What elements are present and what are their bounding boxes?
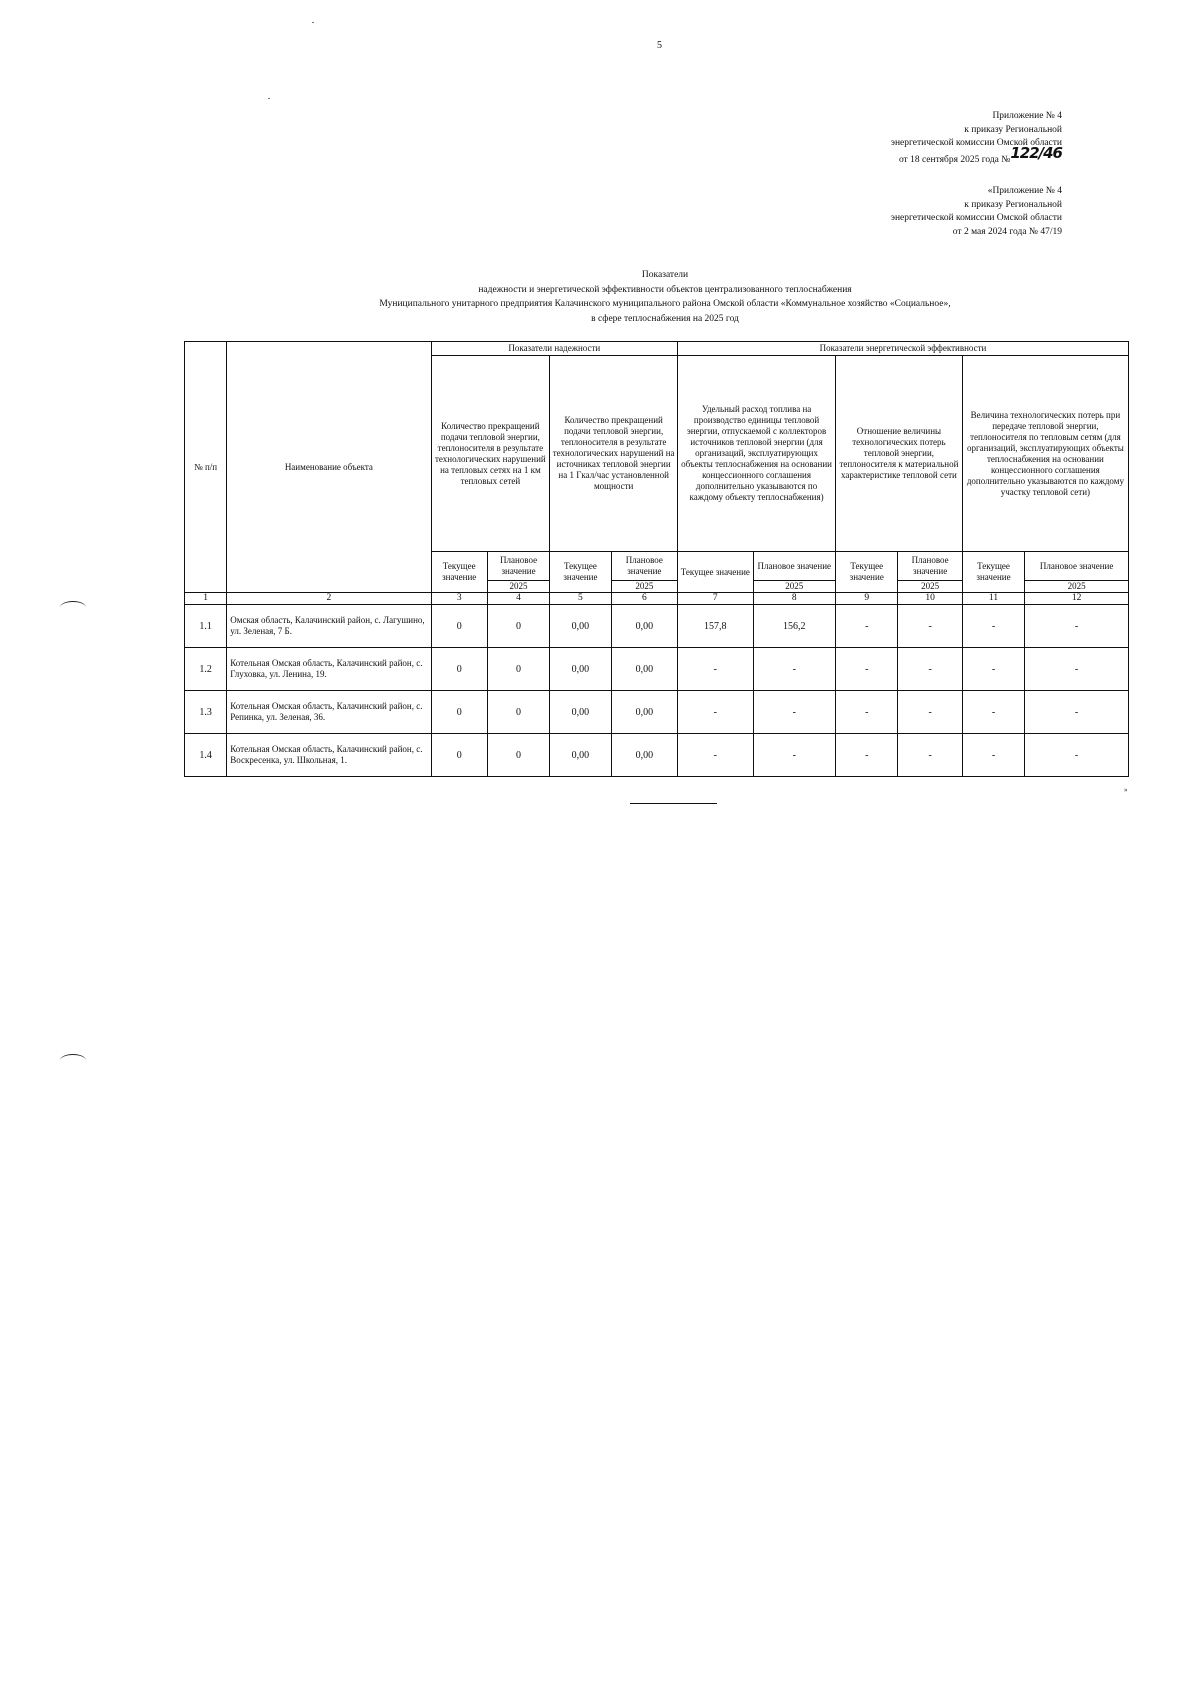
cell-value: 0,00 bbox=[550, 734, 611, 777]
cell-value: - bbox=[962, 605, 1024, 648]
column-number: 10 bbox=[898, 593, 962, 605]
header-planned: Плановое значение bbox=[898, 552, 962, 581]
cell-value: - bbox=[753, 734, 836, 777]
cell-value: 0,00 bbox=[550, 691, 611, 734]
row-number: 1.4 bbox=[185, 734, 227, 777]
cell-value: 156,2 bbox=[753, 605, 836, 648]
cell-value: - bbox=[678, 691, 753, 734]
cell-value: 0,00 bbox=[550, 605, 611, 648]
cell-value: 0,00 bbox=[611, 605, 677, 648]
column-number: 4 bbox=[487, 593, 549, 605]
header-year: 2025 bbox=[753, 581, 836, 593]
table-row bbox=[185, 691, 1129, 734]
header-indicator-5: Величина технологических потерь при передаче тепловой энергии, теплоносителя по тепловым сетям (для организаций, эксплуатирующих объекты теплоснабжения на основании концессионного соглашения дополнительно указываются по каждому участку тепловой сети) bbox=[962, 356, 1128, 552]
cell-value: 0,00 bbox=[611, 691, 677, 734]
cell-value: - bbox=[898, 605, 962, 648]
cell-value: - bbox=[1025, 605, 1129, 648]
title-line: Показатели bbox=[641, 270, 689, 280]
column-number: 8 bbox=[753, 593, 836, 605]
cell-value: - bbox=[836, 691, 898, 734]
cell-value: 0 bbox=[431, 648, 487, 691]
cell-value: - bbox=[836, 734, 898, 777]
header-current: Текущее значение bbox=[836, 552, 898, 593]
object-name: Котельная Омская область, Калачинский район, с. Воскресенка, ул. Школьная, 1. bbox=[227, 734, 431, 777]
column-numbers-row bbox=[185, 593, 1129, 605]
scan-speck bbox=[268, 98, 270, 99]
header-indicator-2: Количество прекращений подачи тепловой энергии, теплоносителя в результате технологических нарушений на источниках тепловой энергии на 1 Гкал/час установленной мощности bbox=[550, 356, 678, 552]
object-name: Котельная Омская область, Калачинский район, с. Репинка, ул. Зеленая, 36. bbox=[227, 691, 431, 734]
cell-value: 0 bbox=[487, 648, 549, 691]
cell-value: 157,8 bbox=[678, 605, 753, 648]
header-year: 2025 bbox=[898, 581, 962, 593]
header-planned: Плановое значение bbox=[753, 552, 836, 581]
header-indicator-4: Отношение величины технологических потерь тепловой энергии, теплоносителя к материальной характеристике тепловой сети bbox=[836, 356, 963, 552]
cell-value: - bbox=[753, 691, 836, 734]
column-number: 11 bbox=[962, 593, 1024, 605]
title-line: надежности и энергетической эффективности объектов централизованного теплоснабжения bbox=[478, 284, 852, 295]
object-name: Омская область, Калачинский район, с. Лагушино, ул. Зеленая, 7 Б. bbox=[227, 605, 431, 648]
row-number: 1.2 bbox=[185, 648, 227, 691]
handwritten-order-number: 122/46 bbox=[1010, 143, 1062, 162]
column-number: 5 bbox=[550, 593, 611, 605]
header-current: Текущее значение bbox=[550, 552, 611, 593]
header-planned: Плановое значение bbox=[1025, 552, 1129, 581]
cell-value: 0 bbox=[431, 734, 487, 777]
header-year: 2025 bbox=[1025, 581, 1129, 593]
appendix-line: к приказу Региональной bbox=[964, 124, 1062, 135]
column-number: 1 bbox=[185, 593, 227, 605]
appendix-header-new bbox=[891, 110, 1062, 167]
scan-speck bbox=[312, 22, 314, 23]
header-current: Текущее значение bbox=[678, 552, 753, 593]
footer-rule bbox=[630, 803, 717, 804]
closing-quote-mark: » bbox=[1124, 786, 1128, 794]
punch-hole-mark bbox=[60, 1054, 86, 1067]
title-line: в сфере теплоснабжения на 2025 год bbox=[591, 313, 739, 324]
cell-value: 0,00 bbox=[611, 734, 677, 777]
cell-value: 0 bbox=[431, 605, 487, 648]
column-number: 3 bbox=[431, 593, 487, 605]
cell-value: - bbox=[1025, 648, 1129, 691]
cell-value: 0,00 bbox=[550, 648, 611, 691]
header-current: Текущее значение bbox=[962, 552, 1024, 593]
cell-value: - bbox=[678, 648, 753, 691]
punch-hole-mark bbox=[60, 601, 86, 614]
row-number: 1.1 bbox=[185, 605, 227, 648]
appendix-header-old bbox=[891, 185, 1062, 239]
header-indicator-1: Количество прекращений подачи тепловой энергии, теплоносителя в результате технологических нарушений на тепловых сетях на 1 км тепловых сетей bbox=[431, 356, 550, 552]
cell-value: - bbox=[898, 691, 962, 734]
table-row bbox=[185, 605, 1129, 648]
appendix-line: от 18 сентября 2025 года №122/46 bbox=[898, 143, 1062, 165]
column-number: 12 bbox=[1025, 593, 1129, 605]
table-row bbox=[185, 734, 1129, 777]
header-year: 2025 bbox=[487, 581, 549, 593]
appendix-line: от 2 мая 2024 года № 47/19 bbox=[952, 226, 1062, 237]
cell-value: - bbox=[962, 734, 1024, 777]
header-group-efficiency: Показатели энергетической эффективности bbox=[678, 342, 1129, 356]
column-number: 2 bbox=[227, 593, 431, 605]
cell-value: - bbox=[1025, 691, 1129, 734]
header-object-name: Наименование объекта bbox=[227, 342, 431, 593]
title-line: Муниципального унитарного предприятия Калачинского муниципального района Омской области «Коммунальное хозяйство «Социальное», bbox=[379, 299, 951, 309]
cell-value: 0,00 bbox=[611, 648, 677, 691]
cell-value: - bbox=[836, 648, 898, 691]
header-number: № п/п bbox=[185, 342, 227, 593]
appendix-line: энергетической комиссии Омской области bbox=[890, 213, 1062, 223]
indicators-table bbox=[184, 341, 1129, 777]
page-number: 5 bbox=[657, 40, 662, 51]
column-number: 7 bbox=[678, 593, 753, 605]
cell-value: 0 bbox=[487, 605, 549, 648]
header-year: 2025 bbox=[611, 581, 677, 593]
appendix-line: Приложение № 4 bbox=[992, 111, 1062, 121]
header-planned: Плановое значение bbox=[487, 552, 549, 581]
column-number: 6 bbox=[611, 593, 677, 605]
appendix-line: «Приложение № 4 bbox=[987, 186, 1062, 196]
cell-value: - bbox=[962, 648, 1024, 691]
cell-value: - bbox=[678, 734, 753, 777]
header-indicator-3: Удельный расход топлива на производство единицы тепловой энергии, отпускаемой с коллекторов источников тепловой энергии (для организаций, эксплуатирующих объекты теплоснабжения на основании концессионного соглашения дополнительно указываются по каждому объекту теплоснабжения) bbox=[678, 356, 836, 552]
cell-value: - bbox=[836, 605, 898, 648]
header-planned: Плановое значение bbox=[611, 552, 677, 581]
cell-value: 0 bbox=[431, 691, 487, 734]
appendix-line: к приказу Региональной bbox=[964, 199, 1062, 210]
appendix-line: энергетической комиссии Омской области bbox=[890, 138, 1062, 148]
table-row bbox=[185, 648, 1129, 691]
row-number: 1.3 bbox=[185, 691, 227, 734]
cell-value: 0 bbox=[487, 734, 549, 777]
cell-value: - bbox=[898, 734, 962, 777]
cell-value: - bbox=[753, 648, 836, 691]
document-title bbox=[240, 268, 1090, 326]
cell-value: - bbox=[898, 648, 962, 691]
header-group-reliability: Показатели надежности bbox=[431, 342, 678, 356]
cell-value: - bbox=[962, 691, 1024, 734]
cell-value: - bbox=[1025, 734, 1129, 777]
header-current: Текущее значение bbox=[431, 552, 487, 593]
column-number: 9 bbox=[836, 593, 898, 605]
cell-value: 0 bbox=[487, 691, 549, 734]
object-name: Котельная Омская область, Калачинский район, с. Глуховка, ул. Ленина, 19. bbox=[227, 648, 431, 691]
